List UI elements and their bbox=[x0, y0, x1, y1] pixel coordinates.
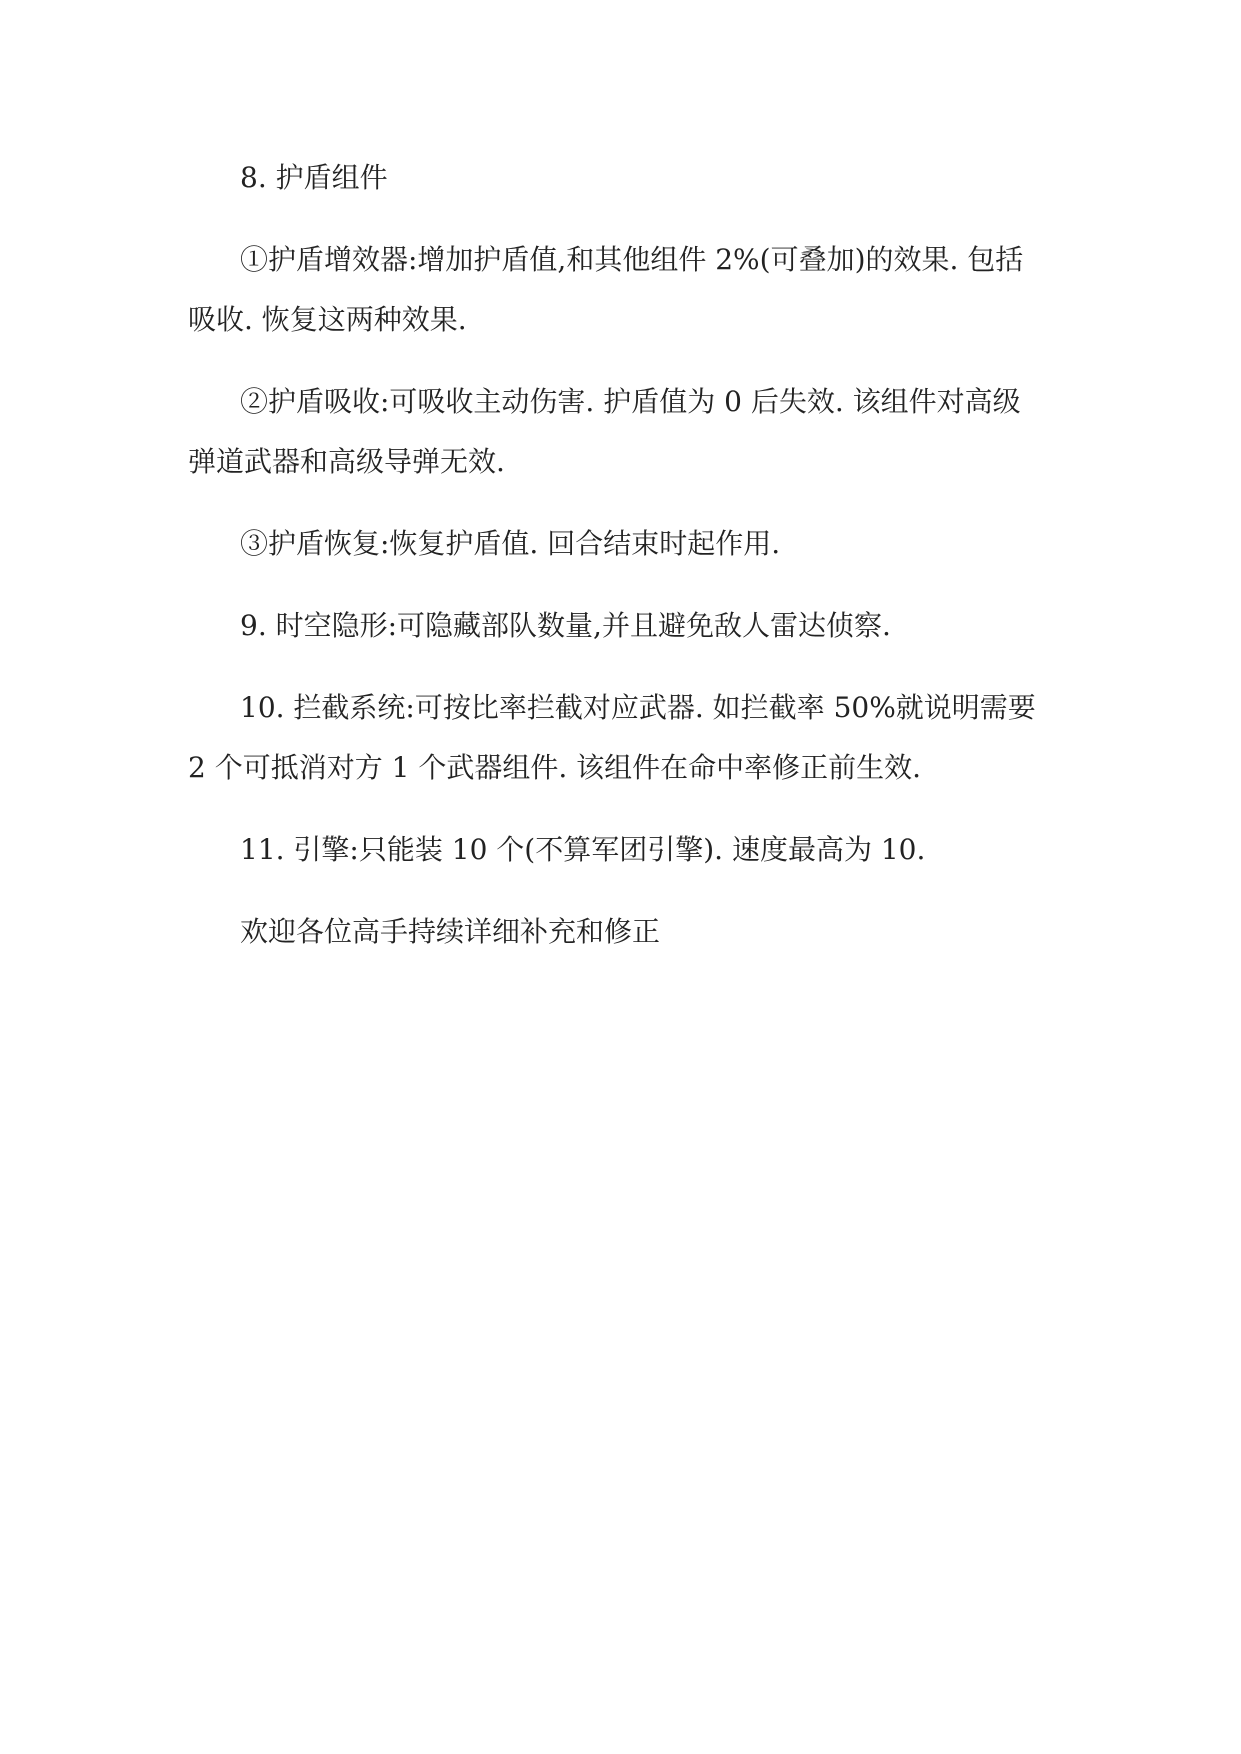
text-line: 吸收. 恢复这两种效果. bbox=[188, 303, 467, 336]
paragraph-spacetime-stealth bbox=[188, 596, 1058, 656]
paragraph-engine bbox=[188, 820, 1058, 880]
text-line: 2 个可抵消对方 1 个武器组件. 该组件在命中率修正前生效. bbox=[188, 751, 922, 784]
text-line: 8. 护盾组件 bbox=[240, 161, 388, 194]
document-body bbox=[188, 148, 1058, 984]
paragraph-shield-absorb bbox=[188, 372, 1058, 492]
text-line: 9. 时空隐形:可隐藏部队数量,并且避免敌人雷达侦察. bbox=[240, 609, 891, 642]
paragraph-shield-booster bbox=[188, 230, 1058, 350]
text-line: ③护盾恢复:恢复护盾值. 回合结束时起作用. bbox=[240, 527, 781, 560]
text-line: ②护盾吸收:可吸收主动伤害. 护盾值为 0 后失效. 该组件对高级 bbox=[240, 385, 1021, 418]
paragraph-interception-system bbox=[188, 678, 1058, 798]
text-line: 11. 引擎:只能装 10 个(不算军团引擎). 速度最高为 10. bbox=[240, 833, 926, 866]
paragraph-shield-components bbox=[188, 148, 1058, 208]
text-line: 10. 拦截系统:可按比率拦截对应武器. 如拦截率 50%就说明需要 bbox=[240, 691, 1036, 724]
paragraph-closing-note bbox=[188, 902, 1058, 962]
text-line: ①护盾增效器:增加护盾值,和其他组件 2%(可叠加)的效果. 包括 bbox=[240, 243, 1024, 276]
paragraph-shield-restore bbox=[188, 514, 1058, 574]
text-line: 弹道武器和高级导弹无效. bbox=[188, 445, 505, 478]
text-line: 欢迎各位高手持续详细补充和修正 bbox=[240, 915, 661, 948]
